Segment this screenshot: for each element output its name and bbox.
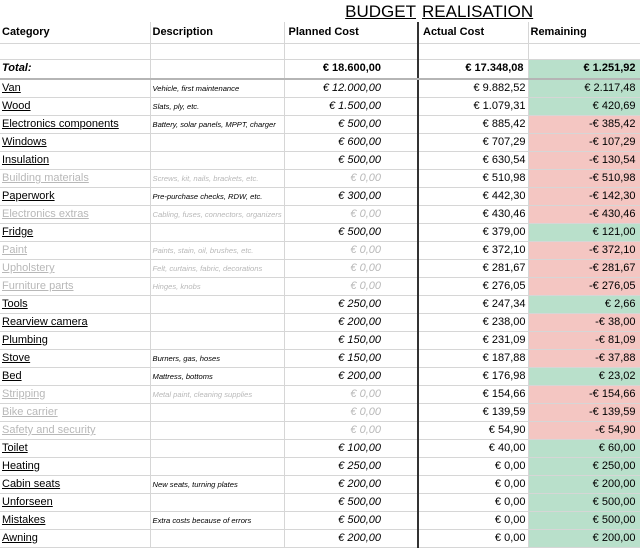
category-cell[interactable] xyxy=(0,458,150,476)
description-cell[interactable] xyxy=(150,79,284,98)
total-description-cell[interactable] xyxy=(150,59,284,79)
remaining-cell[interactable]: -€ 139,59 xyxy=(528,404,640,422)
planned-cost-cell[interactable]: € 500,00 xyxy=(284,224,418,242)
blank-cell[interactable] xyxy=(284,43,418,59)
description-cell-text: Pre-purchase checks, RDW, etc. xyxy=(152,192,263,201)
description-cell[interactable] xyxy=(150,386,284,404)
category-cell[interactable] xyxy=(0,79,150,98)
actual-cost-cell[interactable]: € 430,46 xyxy=(418,206,528,224)
table-row xyxy=(0,530,640,548)
remaining-cell[interactable]: -€ 385,42 xyxy=(528,116,640,134)
table-row xyxy=(0,188,640,206)
description-cell[interactable] xyxy=(150,278,284,296)
actual-cost-cell[interactable]: € 707,29 xyxy=(418,134,528,152)
actual-cost-cell[interactable]: € 630,54 xyxy=(418,152,528,170)
table-row xyxy=(0,494,640,512)
category-cell[interactable] xyxy=(0,278,150,296)
planned-cost-cell[interactable]: € 200,00 xyxy=(284,314,418,332)
actual-cost-cell[interactable]: € 0,00 xyxy=(418,512,528,530)
category-cell-text: Tools xyxy=(2,298,28,310)
remaining-cell[interactable]: € 420,69 xyxy=(528,98,640,116)
category-cell-text: Windows xyxy=(2,136,47,148)
planned-cost-cell[interactable]: € 0,00 xyxy=(284,260,418,278)
category-cell[interactable] xyxy=(0,260,150,278)
category-cell[interactable] xyxy=(0,134,150,152)
remaining-cell[interactable]: € 500,00 xyxy=(528,512,640,530)
description-cell-text: Mattress, bottoms xyxy=(152,372,213,381)
planned-cost-cell[interactable]: € 12.000,00 xyxy=(284,79,418,98)
planned-cost-cell[interactable]: € 0,00 xyxy=(284,170,418,188)
header-description[interactable]: Description xyxy=(150,22,284,43)
blank-cell[interactable] xyxy=(528,43,640,59)
actual-cost-cell[interactable]: € 510,98 xyxy=(418,170,528,188)
description-cell[interactable] xyxy=(150,350,284,368)
blank-row xyxy=(0,43,640,59)
actual-cost-cell[interactable]: € 176,98 xyxy=(418,368,528,386)
remaining-cell[interactable]: -€ 372,10 xyxy=(528,242,640,260)
category-cell-text: Toilet xyxy=(2,442,28,454)
table-row xyxy=(0,134,640,152)
category-cell[interactable] xyxy=(0,494,150,512)
category-cell-text: Heating xyxy=(2,460,40,472)
category-cell-text: Stove xyxy=(2,352,31,364)
description-cell[interactable] xyxy=(150,332,284,350)
category-cell-text: Bed xyxy=(2,370,22,382)
remaining-cell[interactable]: € 500,00 xyxy=(528,494,640,512)
description-cell-text: Vehicle, first maintenance xyxy=(152,84,240,93)
remaining-cell[interactable]: -€ 54,90 xyxy=(528,422,640,440)
category-cell-text: Upholstery xyxy=(2,262,55,274)
table-row xyxy=(0,296,640,314)
category-cell[interactable] xyxy=(0,440,150,458)
header-planned[interactable]: Planned Cost xyxy=(284,22,418,43)
category-cell-text: Safety and security xyxy=(2,424,96,436)
category-cell-text: Fridge xyxy=(2,226,34,238)
total-label[interactable]: Total: xyxy=(0,59,150,79)
actual-cost-cell[interactable]: € 187,88 xyxy=(418,350,528,368)
table-row xyxy=(0,440,640,458)
actual-cost-cell[interactable]: € 281,67 xyxy=(418,260,528,278)
planned-cost-cell[interactable]: € 0,00 xyxy=(284,386,418,404)
category-cell[interactable] xyxy=(0,404,150,422)
category-cell-text: Building materials xyxy=(2,172,89,184)
category-cell-text: Rearview camera xyxy=(2,316,88,328)
description-cell[interactable] xyxy=(150,170,284,188)
actual-cost-cell[interactable]: € 40,00 xyxy=(418,440,528,458)
planned-cost-cell[interactable]: € 0,00 xyxy=(284,278,418,296)
table-row xyxy=(0,206,640,224)
actual-cost-cell[interactable]: € 54,90 xyxy=(418,422,528,440)
actual-cost-cell[interactable]: € 139,59 xyxy=(418,404,528,422)
category-cell[interactable] xyxy=(0,512,150,530)
description-cell[interactable] xyxy=(150,494,284,512)
blank-cell[interactable] xyxy=(0,43,150,59)
remaining-cell[interactable]: -€ 281,67 xyxy=(528,260,640,278)
blank-cell[interactable] xyxy=(150,43,284,59)
table-row xyxy=(0,98,640,116)
actual-cost-cell[interactable]: € 238,00 xyxy=(418,314,528,332)
table-row xyxy=(0,476,640,494)
total-row xyxy=(0,59,640,79)
planned-cost-cell[interactable]: € 300,00 xyxy=(284,188,418,206)
planned-cost-cell[interactable]: € 200,00 xyxy=(284,530,418,548)
planned-cost-cell[interactable]: € 0,00 xyxy=(284,404,418,422)
actual-cost-cell[interactable]: € 154,66 xyxy=(418,386,528,404)
description-cell[interactable] xyxy=(150,296,284,314)
remaining-cell[interactable]: € 121,00 xyxy=(528,224,640,242)
remaining-cell[interactable]: -€ 154,66 xyxy=(528,386,640,404)
table-row xyxy=(0,116,640,134)
actual-cost-cell[interactable]: € 0,00 xyxy=(418,458,528,476)
category-cell[interactable] xyxy=(0,530,150,548)
description-cell[interactable] xyxy=(150,206,284,224)
actual-cost-cell[interactable]: € 0,00 xyxy=(418,530,528,548)
table-row xyxy=(0,422,640,440)
description-cell[interactable] xyxy=(150,224,284,242)
actual-cost-cell[interactable]: € 0,00 xyxy=(418,494,528,512)
category-cell-text: Cabin seats xyxy=(2,478,61,490)
header-row xyxy=(0,22,640,43)
planned-cost-cell[interactable]: € 500,00 xyxy=(284,494,418,512)
description-cell[interactable] xyxy=(150,476,284,494)
category-cell-text: Electronics components xyxy=(2,118,119,130)
remaining-cell[interactable]: -€ 130,54 xyxy=(528,152,640,170)
category-cell[interactable] xyxy=(0,206,150,224)
description-cell-text: New seats, turning plates xyxy=(152,480,238,489)
description-cell[interactable] xyxy=(150,314,284,332)
planned-cost-cell[interactable]: € 150,00 xyxy=(284,350,418,368)
planned-cost-cell[interactable]: € 0,00 xyxy=(284,422,418,440)
header-category[interactable]: Category xyxy=(0,22,150,43)
remaining-cell[interactable]: € 200,00 xyxy=(528,476,640,494)
remaining-cell[interactable]: € 250,00 xyxy=(528,458,640,476)
remaining-cell[interactable]: € 23,02 xyxy=(528,368,640,386)
title-row xyxy=(0,0,640,22)
remaining-cell[interactable]: € 200,00 xyxy=(528,530,640,548)
category-cell-text: Mistakes xyxy=(2,514,46,526)
category-cell[interactable] xyxy=(0,386,150,404)
description-cell[interactable] xyxy=(150,512,284,530)
category-cell[interactable] xyxy=(0,296,150,314)
table-row xyxy=(0,79,640,98)
description-cell-text: Cabling, fuses, connectors, organizers xyxy=(152,210,282,219)
planned-cost-cell[interactable]: € 150,00 xyxy=(284,332,418,350)
planned-cost-cell[interactable]: € 500,00 xyxy=(284,512,418,530)
actual-cost-cell[interactable]: € 0,00 xyxy=(418,476,528,494)
category-cell-text: Unforseen xyxy=(2,496,53,508)
planned-cost-cell[interactable]: € 500,00 xyxy=(284,116,418,134)
budget-table xyxy=(0,22,640,548)
description-cell[interactable] xyxy=(150,404,284,422)
description-cell-text: Metal paint, cleaning supplies xyxy=(152,390,253,399)
category-cell-text: Electronics extras xyxy=(2,208,89,220)
category-cell-text: Bike carrier xyxy=(2,406,58,418)
planned-cost-cell[interactable]: € 100,00 xyxy=(284,440,418,458)
category-cell-text: Paperwork xyxy=(2,190,55,202)
category-cell-text: Wood xyxy=(2,100,31,112)
remaining-cell[interactable]: -€ 107,29 xyxy=(528,134,640,152)
category-cell[interactable] xyxy=(0,332,150,350)
description-cell[interactable] xyxy=(150,530,284,548)
description-cell-text: Burners, gas, hoses xyxy=(152,354,221,363)
planned-cost-cell[interactable]: € 0,00 xyxy=(284,242,418,260)
actual-cost-cell[interactable]: € 276,05 xyxy=(418,278,528,296)
total-remaining[interactable]: € 1.251,92 xyxy=(528,59,640,79)
table-row xyxy=(0,170,640,188)
table-row xyxy=(0,314,640,332)
description-cell-text: Hinges, knobs xyxy=(152,282,201,291)
budget-title[interactable]: BUDGET xyxy=(345,2,416,21)
description-cell[interactable] xyxy=(150,134,284,152)
table-row xyxy=(0,332,640,350)
remaining-cell[interactable]: -€ 142,30 xyxy=(528,188,640,206)
remaining-cell[interactable]: € 2,66 xyxy=(528,296,640,314)
remaining-cell[interactable]: -€ 81,09 xyxy=(528,332,640,350)
total-planned[interactable]: € 18.600,00 xyxy=(284,59,418,79)
table-row xyxy=(0,404,640,422)
remaining-cell[interactable]: -€ 37,88 xyxy=(528,350,640,368)
category-cell[interactable] xyxy=(0,116,150,134)
planned-cost-cell[interactable]: € 600,00 xyxy=(284,134,418,152)
description-cell[interactable] xyxy=(150,422,284,440)
actual-cost-cell[interactable]: € 9.882,52 xyxy=(418,79,528,98)
table-row xyxy=(0,368,640,386)
table-row xyxy=(0,152,640,170)
header-actual[interactable]: Actual Cost xyxy=(418,22,528,43)
remaining-cell[interactable]: -€ 38,00 xyxy=(528,314,640,332)
description-cell-text: Battery, solar panels, MPPT, charger xyxy=(152,120,276,129)
category-cell[interactable] xyxy=(0,98,150,116)
actual-cost-cell[interactable]: € 247,34 xyxy=(418,296,528,314)
actual-cost-cell[interactable]: € 442,30 xyxy=(418,188,528,206)
table-row xyxy=(0,278,640,296)
actual-cost-cell[interactable]: € 885,42 xyxy=(418,116,528,134)
category-cell[interactable] xyxy=(0,368,150,386)
category-cell[interactable] xyxy=(0,314,150,332)
realisation-title[interactable]: REALISATION xyxy=(422,2,534,21)
remaining-cell[interactable]: -€ 430,46 xyxy=(528,206,640,224)
table-row xyxy=(0,512,640,530)
category-cell-text: Insulation xyxy=(2,154,50,166)
description-cell[interactable] xyxy=(150,440,284,458)
blank-cell[interactable] xyxy=(418,43,528,59)
description-cell[interactable] xyxy=(150,152,284,170)
remaining-cell[interactable]: € 2.117,48 xyxy=(528,79,640,98)
category-cell-text: Awning xyxy=(2,532,38,544)
description-cell-text: Screws, kit, nails, brackets, etc. xyxy=(152,174,259,183)
planned-cost-cell[interactable]: € 0,00 xyxy=(284,206,418,224)
table-row xyxy=(0,224,640,242)
planned-cost-cell[interactable]: € 250,00 xyxy=(284,296,418,314)
table-row xyxy=(0,242,640,260)
planned-cost-cell[interactable]: € 1.500,00 xyxy=(284,98,418,116)
remaining-cell[interactable]: -€ 510,98 xyxy=(528,170,640,188)
description-cell-text: Slats, ply, etc. xyxy=(152,102,200,111)
description-cell[interactable] xyxy=(150,458,284,476)
category-cell[interactable] xyxy=(0,224,150,242)
category-cell[interactable] xyxy=(0,422,150,440)
category-cell-text: Plumbing xyxy=(2,334,48,346)
description-cell-text: Felt, curtains, fabric, decorations xyxy=(152,264,263,273)
planned-cost-cell[interactable]: € 200,00 xyxy=(284,476,418,494)
actual-cost-cell[interactable]: € 372,10 xyxy=(418,242,528,260)
category-cell[interactable] xyxy=(0,170,150,188)
description-cell[interactable] xyxy=(150,368,284,386)
planned-cost-cell[interactable]: € 500,00 xyxy=(284,152,418,170)
category-cell[interactable] xyxy=(0,242,150,260)
planned-cost-cell[interactable]: € 250,00 xyxy=(284,458,418,476)
description-cell-text: Paints, stain, oil, brushes, etc. xyxy=(152,246,254,255)
category-cell-text: Stripping xyxy=(2,388,46,400)
total-actual[interactable]: € 17.348,08 xyxy=(418,59,528,79)
category-cell[interactable] xyxy=(0,476,150,494)
description-cell[interactable] xyxy=(150,98,284,116)
description-cell[interactable] xyxy=(150,260,284,278)
planned-cost-cell[interactable]: € 200,00 xyxy=(284,368,418,386)
header-remaining[interactable]: Remaining xyxy=(528,22,640,43)
actual-cost-cell[interactable]: € 379,00 xyxy=(418,224,528,242)
description-cell[interactable] xyxy=(150,116,284,134)
category-cell-text: Furniture parts xyxy=(2,280,74,292)
description-cell[interactable] xyxy=(150,242,284,260)
category-cell[interactable] xyxy=(0,188,150,206)
category-cell-text: Van xyxy=(2,82,21,94)
category-cell[interactable] xyxy=(0,350,150,368)
actual-cost-cell[interactable]: € 231,09 xyxy=(418,332,528,350)
description-cell-text: Extra costs because of errors xyxy=(152,516,252,525)
table-row xyxy=(0,386,640,404)
description-cell[interactable] xyxy=(150,188,284,206)
category-cell-text: Paint xyxy=(2,244,28,256)
category-cell[interactable] xyxy=(0,152,150,170)
table-row xyxy=(0,350,640,368)
table-row xyxy=(0,260,640,278)
table-row xyxy=(0,458,640,476)
actual-cost-cell[interactable]: € 1.079,31 xyxy=(418,98,528,116)
remaining-cell[interactable]: € 60,00 xyxy=(528,440,640,458)
remaining-cell[interactable]: -€ 276,05 xyxy=(528,278,640,296)
